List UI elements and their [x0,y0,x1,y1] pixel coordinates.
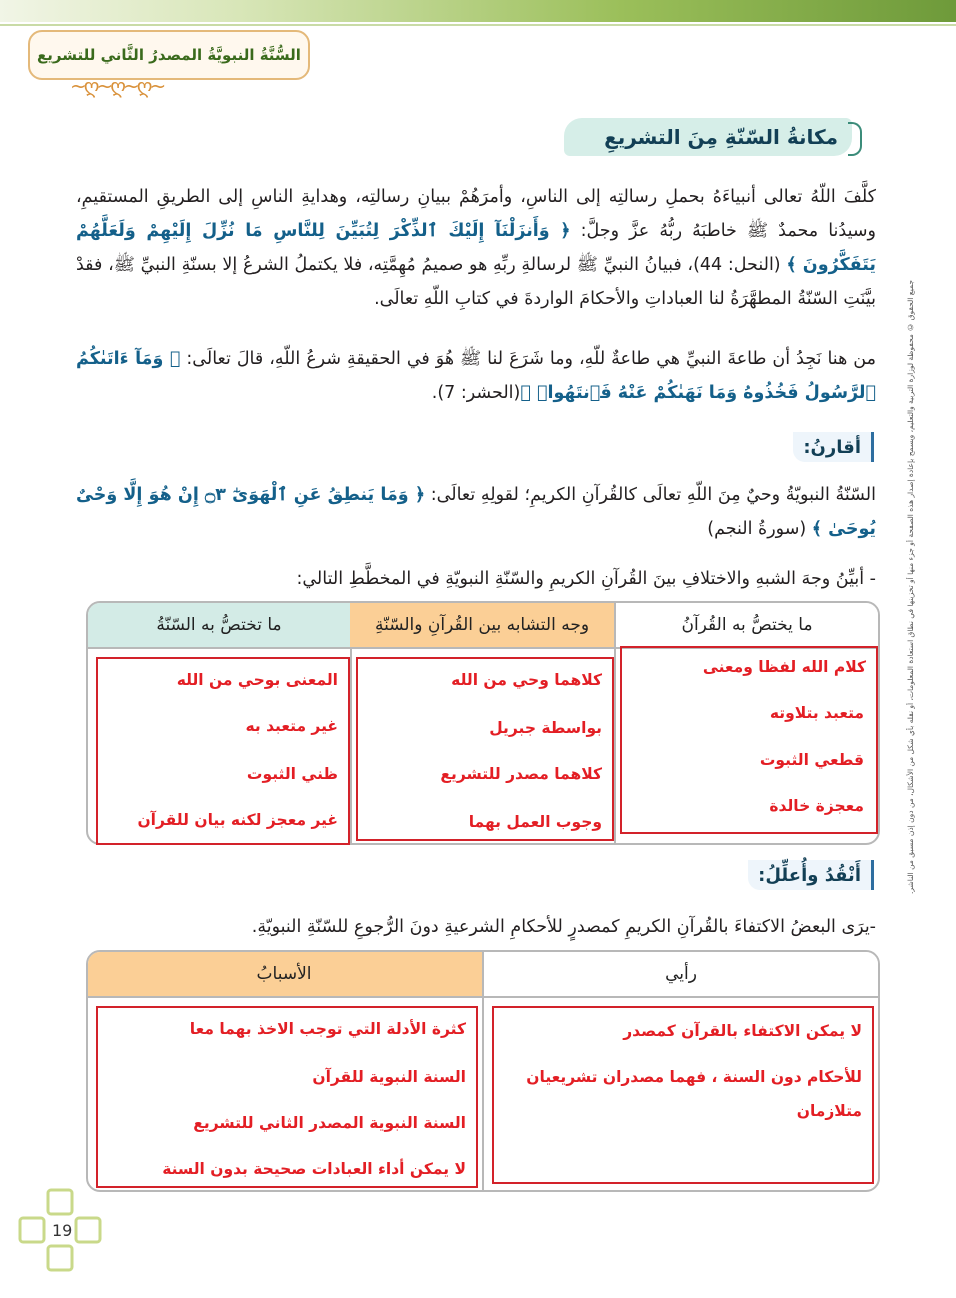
section-title: مكانةُ السّنّةِ مِنَ التشريعِ [604,125,838,149]
intro-text-e: (الحشر: 7). [431,383,521,403]
answer-item: بواسطة جبريل [489,719,602,737]
compare-paragraph [76,478,876,546]
quran-verse-1: ﴿ وَأَنزَلْنَآ إِلَيْكَ ٱلذِّكْرَ لِتُبَيِّنَ لِلنَّاسِ مَا نُزِّلَ إِلَيْهِمْ وَلَعَلَّهُمْ يَتَفَكَّرُونَ ﴾ [76,221,876,275]
intro-paragraph-1 [76,180,876,316]
answer-item: قطعي الثبوت [759,751,864,769]
quran-verse-3: ﴿ وَمَا يَنطِقُ عَنِ ٱلْهَوَىٰٓ ۝٣ إِنْ هُوَ إِلَّا وَحْىٌ يُوحَىٰ ﴾ [76,485,876,539]
compare-text-a: السّنّةُ النبويّةُ وحيٌ مِنَ اللّهِ تعالَى كالقُرآنِ الكريمِ؛ لقولِهِ تعالَى: [425,485,876,505]
chapter-badge [28,30,310,80]
chapter-title: السُّنَّةُ النبويَّةُ المصدرُ الثَّاني للتشريع [37,46,301,64]
answer-item: لا يمكن الاكتفاء بالقرآن كمصدر [623,1022,862,1040]
answer-item: لا يمكن أداء العبادات صحيحة بدون السنة [162,1160,466,1178]
answer-item: السنة النبوية المصدر الثاني للتشريع [193,1114,466,1132]
compare-instruction: - أبيِّنُ وجهَ الشبهِ والاختلافِ بينَ القُرآنِ الكريمِ والسّنّةِ النبويّةِ في المخطَّطِ التالي: [296,569,876,589]
compare-text-b: (سورةُ النجم) [707,519,812,539]
top-decor-line [0,24,956,26]
page-number: 19 [52,1221,73,1240]
answer-box-quran [620,646,878,834]
critique-heading: أَنْقُدُ وأُعلِّلُ: [758,864,861,886]
copyright-text: جميع الحقوق © محفوظة لوزارة التربية والتعليم، ويسمح بإعادة إصدار هذه الصفحة أو جزء منها أو تخزينها في نطاق استعادة المعلومات، أو نقله بأي شكل من الأشكال، من دون إذن مسبق من الناشر. [906,280,915,894]
quran-verse-2: ﴿ وَمَآ ءَاتَىٰكُمُ ٱلرَّسُولُ فَخُذُوهُ وَمَا نَهَىٰكُمْ عَنْهُ فَٱنتَهُوا۟ ﴾ [76,349,876,403]
table-header-reasons: الأسبابُ [86,952,484,996]
intro-paragraph-2 [76,342,876,410]
answer-item: كلام الله لفظا ومعنى [702,658,866,676]
answer-item: كثرة الأدلة التي توجب الاخذ بهما معا [189,1020,466,1038]
table-header-quran: ما يختصُّ به القُرآنُ [616,603,878,647]
answer-item: متعبد بتلاوته [769,704,864,722]
answer-item: غير معجز لكنه بيان للقرآن [137,811,338,829]
intro-text-b: وسيدُنا محمدٌ ﷺ خاطبَهُ ربُّهُ عزَّ وجلَّ: [570,221,877,241]
critique-statement: -يرَى البعضُ الاكتفاءَ بالقُرآنِ الكريمِ كمصدرٍ للأحكامِ الشرعيةِ دونَ الرُّجوعِ للسّنّةِ النبويّةِ. [251,917,876,937]
answer-item: كلاهما مصدر للتشريع [440,765,602,783]
compare-heading-box [793,432,874,462]
answer-box-sunnah [96,657,350,845]
intro-text-d: من هنا نَجِدُ أن طاعةَ النبيِّ هي طاعةٌ للّهِ، وما شَرَعَ لنا ﷺ هُوَ في الحقيقةِ شرعُ اللّهِ، قالَ تعالَى: [180,349,876,369]
answer-item: للأحكام دون السنة ، فهما مصدران تشريعيان [526,1068,862,1086]
answer-item: متلازمان [796,1102,862,1120]
top-decor-band [0,0,956,22]
compare-heading: أقارنُ: [803,436,861,458]
answer-item: كلاهما وحي من الله [451,671,602,689]
answer-item: معجزة خالدة [769,797,864,815]
answer-box-opinion [492,1006,874,1184]
answer-item: ظني الثبوت [246,765,338,783]
critique-heading-box [748,860,874,890]
answer-item: المعنى بوحي من الله [176,671,338,689]
ornament-icon: ~ღ~ღ~ღ~ [70,74,164,98]
answer-box-similar [356,657,614,841]
answer-item: السنة النبوية للقرآن [312,1068,466,1086]
table-header-opinion: رأيي [484,952,878,996]
intro-text-a: كلَّفَ اللّهُ تعالى أنبياءَهُ بحملِ رسالتِه إلى الناسِ، وأمرَهُمْ ببيانِ رسالتِه، وهدايةِ الناسِ إلى الطريقِ المستقيمِ، [76,187,876,207]
table-header-sunnah: ما تختصُّ به السّنّةُ [88,603,350,647]
bracket-icon [848,122,862,156]
intro-text-c: (النحل: 44)، فبيانُ النبيِّ ﷺ لرسالةِ ربِّهِ هو صميمُ مُهِمَّتِه، فلا يكتملُ الشرعُ إلا بسنّةِ النبيِّ ﷺ، فقدْ بيَّنَتِ السّنّةُ المطهَّرَةُ لنا العباداتِ والأحكامَ الواردةَ في كتابِ اللّهِ تعالَى. [76,255,876,309]
table-header-similar: وجه التشابه بين القُرآنِ والسّنّةِ [348,603,616,647]
answer-item: وجوب العمل بهما [468,813,602,831]
section-title-box [564,118,852,156]
answer-box-reasons [96,1006,478,1188]
answer-item: غير متعبد به [245,717,338,735]
